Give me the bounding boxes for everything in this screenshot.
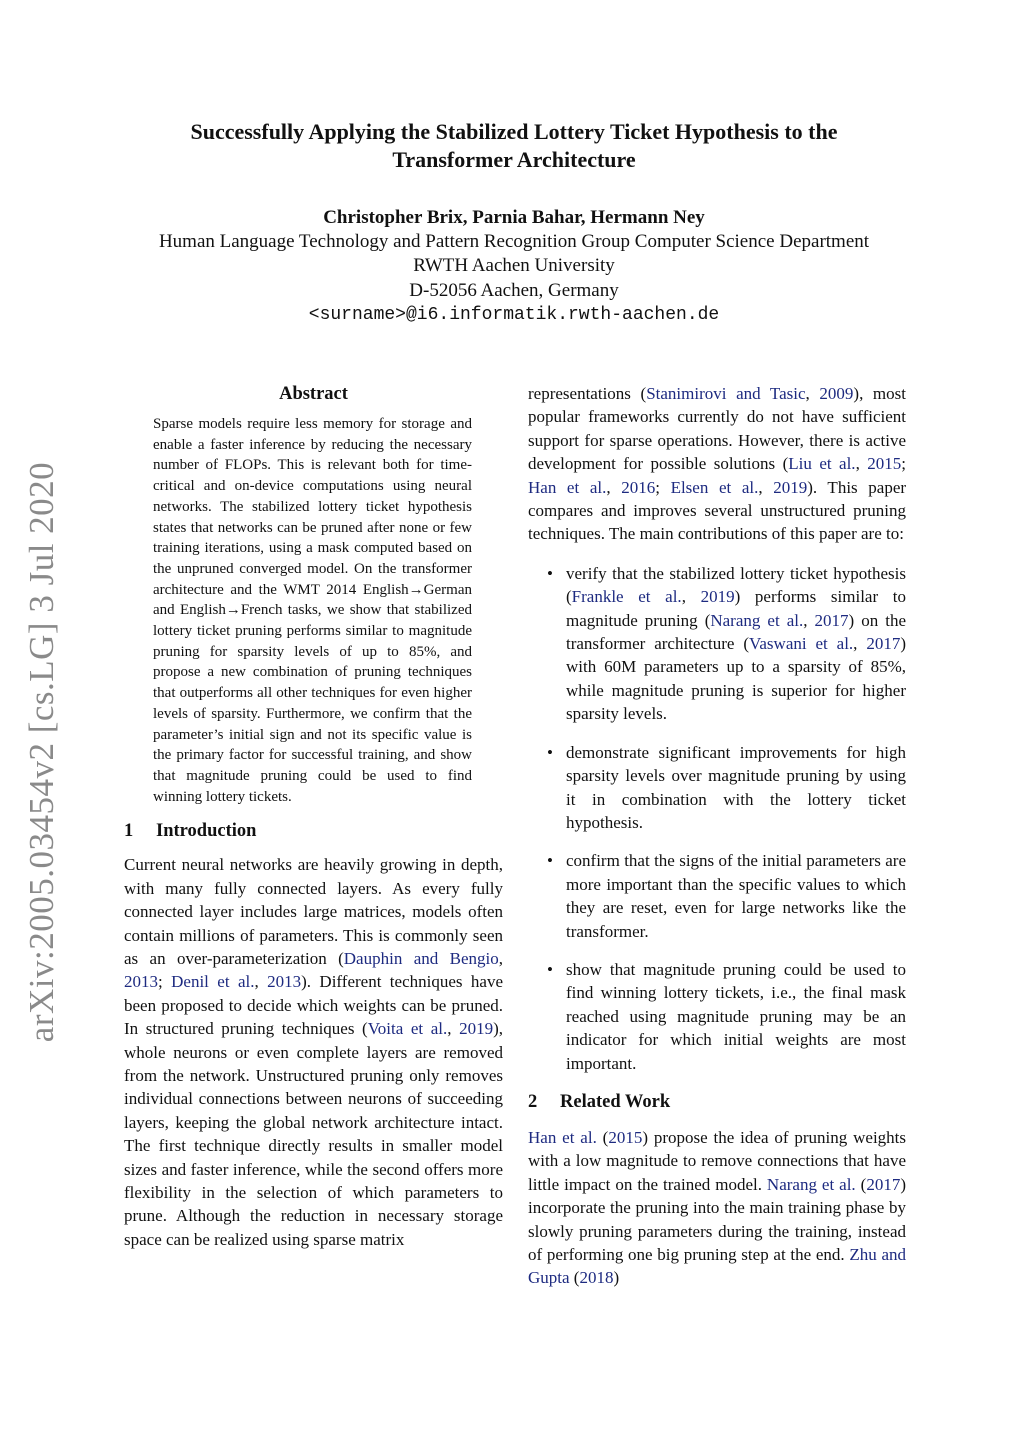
list-item: [528, 562, 906, 726]
citation-link[interactable]: 2017: [814, 610, 849, 630]
text-run: verify that the stabilized lottery ticket hypothesis (: [566, 563, 906, 607]
text-run: ;: [901, 454, 907, 474]
bullet-icon: •: [547, 959, 553, 979]
list-item: [528, 741, 906, 835]
title-line-2: Transformer Architecture: [392, 147, 636, 172]
text-run: (: [569, 1268, 580, 1288]
intro-paragraph: [124, 853, 503, 1251]
citation-link[interactable]: Han et al.: [528, 1127, 597, 1147]
citation-link[interactable]: Zhu and Gupta: [528, 1245, 906, 1288]
text-run: (: [855, 1174, 867, 1194]
section-title: Related Work: [560, 1091, 671, 1112]
abstract-heading: Abstract: [279, 384, 348, 404]
text-run: ,: [254, 972, 268, 992]
section-heading-related-work: [528, 1090, 906, 1114]
text-run: ) performs similar to magnitude pruning (: [566, 587, 907, 630]
text-run: ,: [606, 477, 622, 497]
intro-continued-paragraph: [528, 382, 906, 546]
text-run: ), most popular frameworks currently do not have sufficient support for sparse operations. However, there is active development for possible solutions (: [528, 384, 906, 474]
citation-link[interactable]: 2019: [700, 587, 735, 607]
text-run: ) incorporate the pruning into the main training phase by slowly pruning parameters during the training, instead of performing one big pruning step at the end.: [528, 1174, 906, 1264]
section-number: 1: [124, 821, 134, 842]
list-item: [528, 849, 906, 943]
text-run: representations (: [528, 384, 647, 403]
section-number: 2: [528, 1091, 538, 1112]
citation-link[interactable]: 2016: [621, 477, 656, 497]
citation-link[interactable]: Elsen et al.: [670, 477, 759, 497]
text-run: ,: [853, 634, 867, 654]
citation-link[interactable]: Narang et al.: [766, 1174, 856, 1194]
text-run: Current neural networks are heavily growing in depth, with many fully connected layers. As every fully connected layer includes large matrices, models often contain millions of parameters. This is commonly seen as an over-parameterization (: [124, 855, 503, 968]
citation-link[interactable]: 2019: [773, 477, 808, 497]
citation-link[interactable]: 2017: [866, 634, 901, 654]
university: RWTH Aachen University: [413, 255, 615, 277]
citation-link[interactable]: Vaswani et al.: [748, 634, 854, 654]
author-block: [110, 206, 918, 327]
text-run: ), whole neurons or even complete layers are removed from the network. Unstructured pruning only removes individual connections between neurons of succeeding layers, keeping the global network architecture intact. The first technique directly results in smaller model sizes and faster inference, while the second offers more flexibility in the selection of which parameters to prune. Although the reduction in necessary storage space can be realized using sparse matrix: [124, 1019, 503, 1249]
bullet-icon: •: [547, 563, 553, 583]
text-run: ,: [681, 587, 701, 607]
bullet-icon: •: [547, 851, 553, 871]
title-block: [110, 118, 918, 174]
citation-link[interactable]: 2018: [579, 1268, 614, 1288]
text-run: ) with 60M parameters up to a sparsity of 85%, while magnitude pruning is superior for higher sparsity levels.: [566, 634, 906, 724]
text-run: ) propose the idea of pruning weights with a low magnitude to remove connections that have little impact on the trained model.: [528, 1127, 907, 1194]
text-run: show that magnitude pruning could be used to find winning lottery tickets, i.e., the final mask reached using magnitude pruning may be an indicator for which initial weights are most important.: [566, 959, 906, 1073]
text-run: ;: [158, 972, 172, 992]
list-item: [528, 958, 906, 1075]
arxiv-identifier: arXiv:2005.03454v2 [cs.LG] 3 Jul 2020: [22, 461, 61, 1043]
text-run: ). Different techniques have been proposed to decide which weights can be pruned. In structured pruning techniques (: [124, 972, 503, 1039]
text-run: ,: [855, 454, 868, 474]
citation-link[interactable]: Stanimirovi and Tasic: [646, 384, 806, 403]
left-column: [124, 382, 503, 1251]
related-work-paragraph: [528, 1126, 906, 1290]
text-run: ). This paper compares and improves several unstructured pruning techniques. The main contributions of this paper are to:: [528, 477, 907, 544]
text-run: ,: [498, 948, 504, 968]
text-run: (: [596, 1127, 609, 1147]
citation-link[interactable]: 2017: [866, 1174, 901, 1194]
citation-link[interactable]: Frankle et al.: [571, 587, 682, 607]
citation-link[interactable]: Voita et al.: [367, 1019, 448, 1039]
address: D-52056 Aachen, Germany: [409, 279, 619, 301]
citation-link[interactable]: Denil et al.: [171, 972, 255, 992]
citation-link[interactable]: 2015: [867, 454, 902, 474]
text-run: ,: [803, 610, 815, 630]
citation-link[interactable]: 2019: [459, 1019, 494, 1039]
citation-link[interactable]: Han et al.: [528, 477, 607, 497]
author-names: Christopher Brix, Parnia Bahar, Hermann Ney: [323, 207, 705, 228]
citation-link[interactable]: Dauphin and Bengio: [343, 948, 499, 968]
citation-link[interactable]: Narang et al.: [710, 610, 804, 630]
text-run: ,: [758, 477, 774, 497]
citation-link[interactable]: 2013: [124, 972, 158, 992]
contributions-list: [528, 562, 906, 1075]
citation-link[interactable]: Liu et al.: [788, 454, 856, 474]
text-run: ,: [805, 384, 820, 403]
text-run: ): [613, 1268, 620, 1288]
citation-link[interactable]: 2013: [267, 972, 302, 992]
abstract-text: Sparse models require less memory for storage and enable a faster inference by reducing the necessary number of FLOPs. This is relevant both for time-critical and on-device computations using neural networks. The stabilized lottery ticket hypothesis states that networks can be pruned after none or few training iterations, using a mask computed based on the unpruned converged model. On the transformer architecture and the WMT 2014 English→German and English→French tasks, we show that stabilized lottery ticket pruning performs similar to magnitude pruning for sparsity levels of up to 85%, and propose a new combination of pruning techniques that outperforms all other techniques for even higher levels of sparsity. Furthermore, we confirm that the parameter’s initial sign and not its specific value is the primary factor for successful training, and show that magnitude pruning could be used to find winning lottery tickets.: [153, 416, 472, 805]
text-run: ,: [447, 1019, 460, 1039]
title-line-1: Successfully Applying the Stabilized Lottery Ticket Hypothesis to the: [190, 119, 838, 144]
text-run: confirm that the signs of the initial parameters are more important than the specific values to which they are reset, even for large networks like the transformer.: [566, 851, 906, 941]
text-run: demonstrate significant improvements for high sparsity levels over magnitude pruning by using it in combination with the lottery ticket hypothesis.: [566, 742, 906, 832]
email: <surname>@i6.informatik.rwth-aachen.de: [308, 304, 720, 325]
affiliation: Human Language Technology and Pattern Recognition Group Computer Science Department: [158, 231, 870, 253]
section-title: Introduction: [156, 821, 257, 842]
paper-title: [110, 118, 918, 174]
text-run: ) on the transformer architecture (: [566, 610, 906, 654]
section-heading-introduction: [124, 819, 503, 843]
citation-link[interactable]: 2009: [819, 384, 854, 403]
bullet-icon: •: [547, 742, 553, 762]
right-column: [528, 382, 906, 1290]
text-run: ;: [655, 477, 671, 497]
citation-link[interactable]: 2015: [608, 1127, 643, 1147]
